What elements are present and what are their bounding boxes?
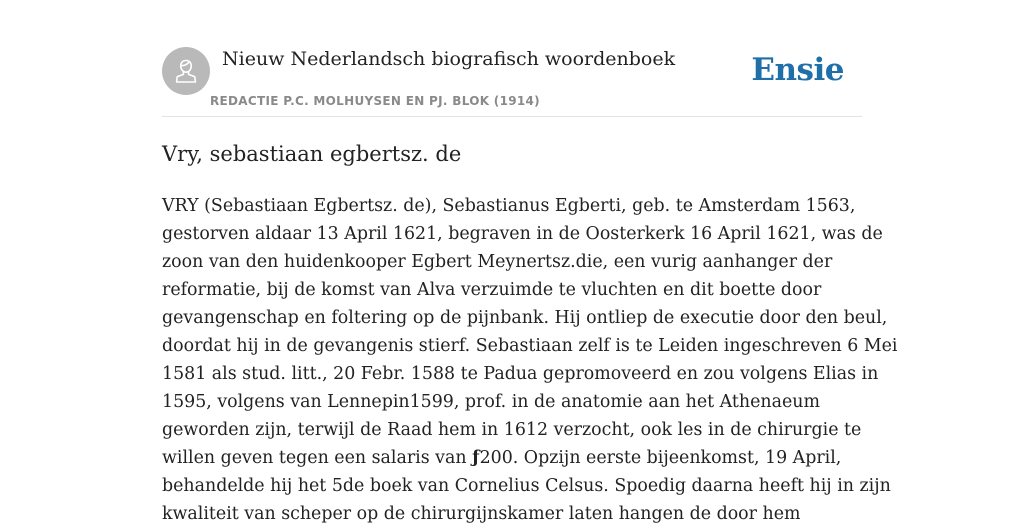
ensie-logo[interactable]: Ensie — [751, 52, 844, 88]
avatar — [162, 47, 210, 95]
article-line: behandelde hij het 5de boek van Cornelius Celsus. Spoedig daarna heeft hij in zijn — [162, 476, 891, 496]
article-line: kwaliteit van scheper op de chirurgijnskamer laten hangen de door hem — [162, 504, 801, 524]
article-line — [162, 444, 862, 472]
article-line: gevangenschap en foltering op de pijnbank. Hij ontliep de executie door den beul, — [162, 308, 888, 328]
line-text: willen geven tegen een salaris van — [162, 448, 473, 468]
article-line: 1581 als stud. litt., 20 Febr. 1588 te Padua gepromoveerd en zou volgens Elias in — [162, 364, 879, 384]
article-line: VRY (Sebastiaan Egbertsz. de), Sebastianus Egberti, geb. te Amsterdam 1563, — [162, 196, 856, 216]
article-line: geworden zijn, terwijl de Raad hem in 1612 verzocht, ook les in de chirurgie te — [162, 420, 862, 440]
user-silhouette-icon — [171, 56, 201, 86]
line-text: 200. Opzijn eerste bijeenkomst, 19 April, — [479, 448, 842, 468]
article-title: Vry, sebastiaan egbertsz. de — [162, 142, 462, 166]
article-body — [162, 192, 898, 528]
source-subtitle: REDACTIE P.C. MOLHUYSEN EN PJ. BLOK (1914) — [210, 94, 540, 108]
article-line: gestorven aldaar 13 April 1621, begraven in de Oosterkerk 16 April 1621, was de — [162, 224, 883, 244]
article-line: 1595, volgens van Lennepin1599, prof. in de anatomie aan het Athenaeum — [162, 392, 820, 412]
florin-symbol: ƒ — [472, 448, 480, 468]
article-line: zoon van den huidenkooper Egbert Meynertsz.die, een vurig aanhanger der — [162, 252, 833, 272]
source-header — [162, 46, 862, 117]
article-line: reformatie, bij de komst van Alva verzuimde te vluchten en dit boette door — [162, 280, 822, 300]
article-line: doordat hij in de gevangenis stierf. Sebastiaan zelf is te Leiden ingeschreven 6 Mei — [162, 336, 898, 356]
source-title[interactable]: Nieuw Nederlandsch biografisch woordenboek — [222, 48, 676, 70]
